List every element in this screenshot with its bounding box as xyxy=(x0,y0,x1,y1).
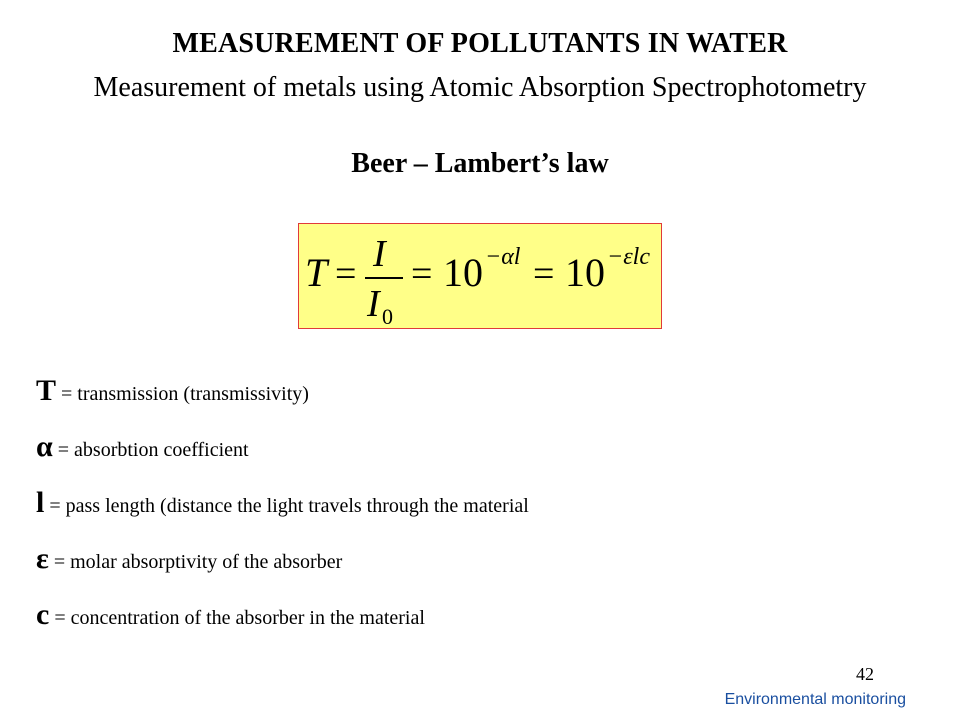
formula-denominator-sub: 0 xyxy=(382,304,393,329)
definition-text: = absorbtion coefficient xyxy=(52,439,249,461)
definition-symbol: l xyxy=(36,486,45,519)
definition-text: = transmission (transmissivity) xyxy=(56,383,309,405)
definition-symbol: T xyxy=(36,374,57,407)
page-number: 42 xyxy=(856,664,874,684)
definition-symbol: ε xyxy=(36,542,49,575)
slide-title: MEASUREMENT OF POLLUTANTS IN WATER xyxy=(172,28,788,59)
formula-equals-3: = xyxy=(533,253,555,295)
formula-exponent-2: −εlc xyxy=(607,244,650,270)
definition-concentration xyxy=(36,598,425,632)
definition-pass-length xyxy=(36,486,529,520)
definition-symbol: c xyxy=(36,598,50,631)
definition-text: = pass length (distance the light travels through the material xyxy=(44,495,529,517)
definition-molar-absorptivity xyxy=(36,542,342,576)
definition-absorption-coefficient xyxy=(36,430,249,464)
beer-lambert-formula xyxy=(299,224,663,330)
formula-denominator: I xyxy=(367,283,380,325)
definition-transmission xyxy=(36,374,309,408)
formula-exponent-1: −αl xyxy=(485,244,521,270)
definition-text: = concentration of the absorber in the material xyxy=(49,607,425,629)
formula-base-2: 10 xyxy=(565,250,605,295)
formula-box xyxy=(298,223,662,329)
formula-numerator: I xyxy=(373,233,386,275)
definition-text: = molar absorptivity of the absorber xyxy=(48,551,343,573)
formula-equals-2: = xyxy=(411,253,433,295)
formula-base-1: 10 xyxy=(443,250,483,295)
formula-equals-1: = xyxy=(335,253,357,295)
definition-symbol: α xyxy=(36,430,53,463)
formula-lhs: T xyxy=(305,250,328,295)
footer-label: Environmental monitoring xyxy=(724,691,906,708)
law-title: Beer – Lambert’s law xyxy=(351,148,609,179)
slide-subtitle: Measurement of metals using Atomic Absorption Spectrophotometry xyxy=(93,72,867,103)
